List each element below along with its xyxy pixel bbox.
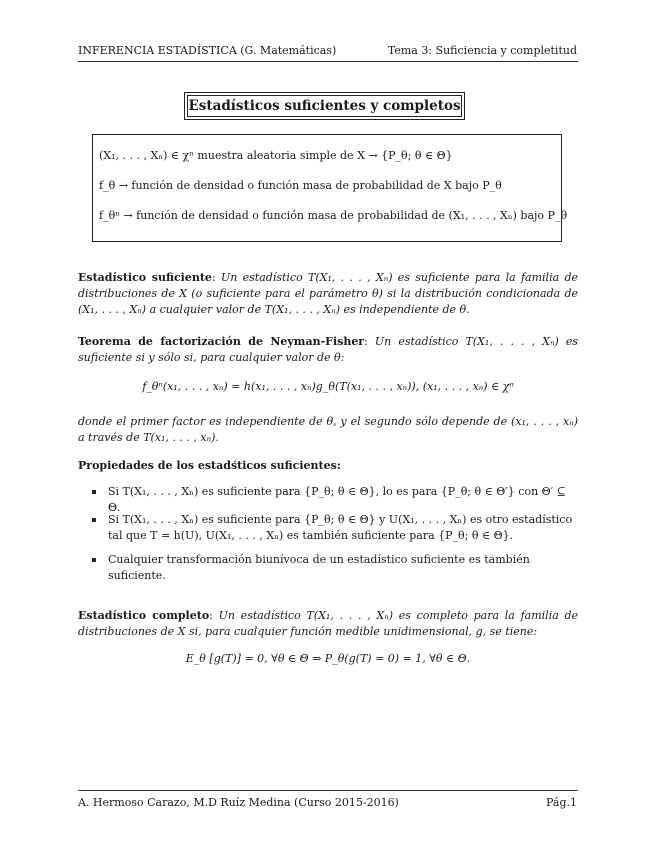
factorization-equation: f_θⁿ(x₁, . . . , xₙ) = h(x₁, . . . , xₙ)g_θ(T(x₁, . . . , xₙ)), (x₁, . . . , xₙ) ∈ χⁿ bbox=[142, 380, 514, 393]
bullet-icon bbox=[92, 558, 96, 562]
property-item bbox=[92, 512, 578, 544]
complete-term: Estadístico completo bbox=[78, 609, 210, 622]
bullet-icon bbox=[92, 490, 96, 494]
complete-definition: Estadístico completo: Un estadístico T(X₁, . . . , Xₙ) es completo para la familia de distribuciones de X si, para cualquier función medible unidimensional, g, se tiene: bbox=[78, 609, 579, 638]
sufficient-text: Un estadístico T(X₁, . . . , Xₙ) es suficiente para la familia de distribuciones de X (o suficiente para el parámetro θ) si la distribución condicionada de (X₁, . . . , Xₙ) a cualquier valor de T(X₁, . . . , Xₙ) es independiente de θ. bbox=[78, 271, 579, 316]
property-item bbox=[92, 552, 578, 584]
page-number: Pág.1 bbox=[545, 796, 577, 809]
definition-joint-density: f_θⁿ → función de densidad o función masa de probabilidad de (X₁, . . . , Xₙ) bajo P_θ bbox=[99, 209, 568, 222]
header-right: Tema 3: Suficiencia y completitud bbox=[387, 44, 577, 57]
factorization-theorem: Teorema de factorización de Neyman-Fisher: Un estadístico T(X₁, . . . , Xₙ) es suficiente si y sólo si, para cualquier valor de θ: bbox=[78, 335, 578, 364]
bullet-icon bbox=[92, 518, 96, 522]
complete-equation: E_θ [g(T)] = 0, ∀θ ∈ Θ ⇒ P_θ(g(T) = 0) = 1, ∀θ ∈ Θ. bbox=[185, 652, 471, 665]
property-text: Cualquier transformación biunívoca de un estadístico suficiente es también suficiente. bbox=[108, 553, 530, 582]
header-rule bbox=[78, 61, 578, 62]
properties-heading: Propiedades de los estadśticos suficientes: bbox=[78, 459, 341, 472]
definitions-box bbox=[92, 134, 568, 242]
sufficient-definition: Estadístico suficiente: Un estadístico T(X₁, . . . , Xₙ) es suficiente para la familia de distribuciones de X (o suficiente para el parámetro θ) si la distribución condicionada de (X₁, . . . , Xₙ) a cualquier valor de T(X₁, . . . , Xₙ) es independiente de θ. bbox=[78, 271, 579, 316]
factorization-term: Teorema de factorización de Neyman-Fisher bbox=[78, 335, 365, 348]
property-text: Si T(X₁, . . . , Xₙ) es suficiente para {P_θ; θ ∈ Θ} y U(X₁, . . . , Xₙ) es otro estadístico tal que T = h(U), U(X₁, . . . , Xₙ) es también suficiente para {P_θ; θ ∈ Θ}. bbox=[108, 513, 573, 542]
footer-rule bbox=[78, 790, 578, 791]
header-left: INFERENCIA ESTADÍSTICA (G. Matemáticas) bbox=[78, 44, 337, 57]
factorization-text: Un estadístico T(X₁, . . . , Xₙ) es suficiente si y sólo si, para cualquier valor de θ: bbox=[78, 335, 578, 364]
page-header bbox=[78, 44, 577, 57]
property-text: Si T(X₁, . . . , Xₙ) es suficiente para {P_θ; θ ∈ Θ}, lo es para {P_θ; θ ∈ Θ′} con Θ′ ⊆ Θ. bbox=[108, 485, 566, 514]
definition-density: f_θ → función de densidad o función masa de probabilidad de X bajo P_θ bbox=[99, 179, 502, 192]
title-frame bbox=[184, 92, 465, 120]
complete-text: Un estadístico T(X₁, . . . , Xₙ) es completo para la familia de distribuciones de X si, para cualquier función medible unidimensional, g, se tiene: bbox=[78, 609, 579, 638]
page-footer bbox=[78, 796, 577, 809]
factorization-note: donde el primer factor es independiente de θ, y el segundo sólo depende de (x₁, . . . , xₙ) a través de T(x₁, . . . , xₙ). bbox=[78, 415, 578, 444]
footer-authors: A. Hermoso Carazo, M.D Ruíz Medina (Curso 2015-2016) bbox=[78, 796, 399, 809]
page-title: Estadísticos suficientes y completos bbox=[187, 95, 462, 117]
definition-sample: (X₁, . . . , Xₙ) ∈ χⁿ muestra aleatoria simple de X → {P_θ; θ ∈ Θ} bbox=[99, 149, 453, 162]
sufficient-term: Estadístico suficiente bbox=[78, 271, 212, 284]
